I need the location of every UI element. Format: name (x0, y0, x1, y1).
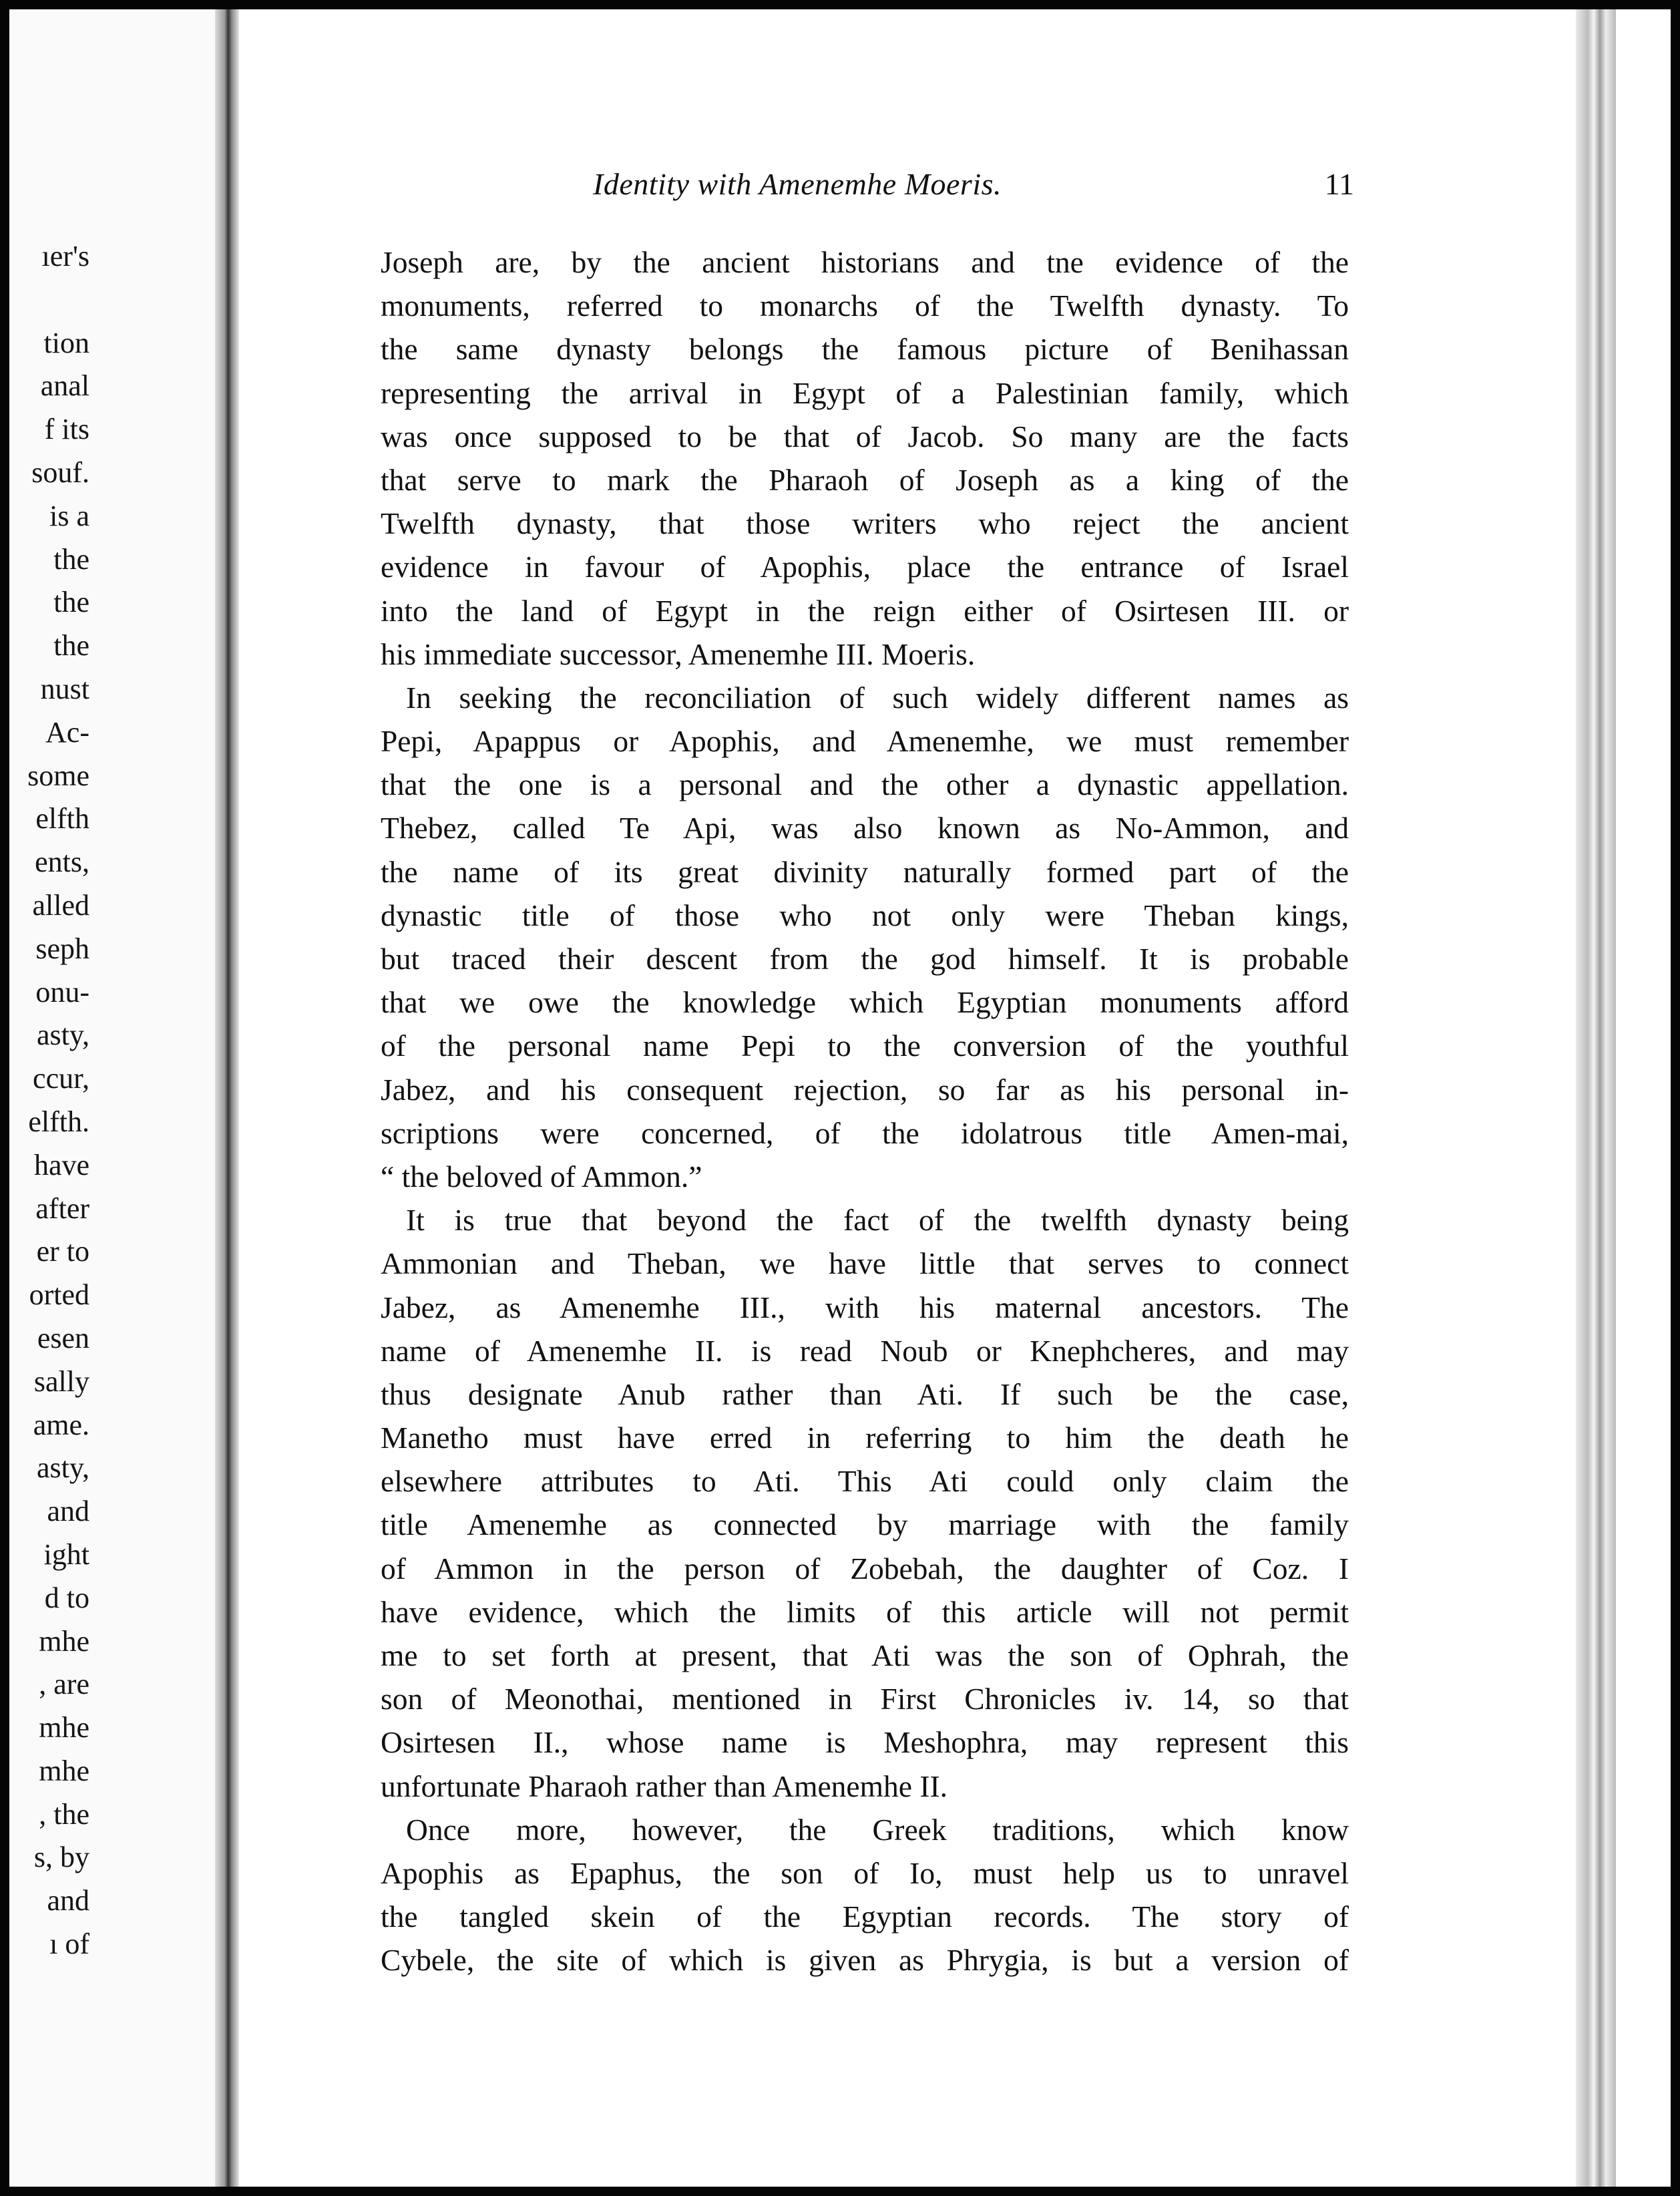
text-line: that the one is a personal and the other a dynastic appellation. (381, 767, 1349, 802)
facing-line: asty, (36, 1451, 89, 1485)
facing-line: ame. (33, 1408, 89, 1441)
facing-line: Ac- (45, 715, 89, 749)
facing-line: orted (29, 1278, 89, 1312)
facing-line: alled (32, 888, 89, 922)
facing-line: mhe (39, 1754, 89, 1787)
text-line: Joseph are, by the ancient historians and tne evidence of the (381, 245, 1349, 279)
facing-line: s, by (33, 1841, 89, 1874)
facing-line: ents, (35, 846, 89, 879)
facing-line: ight (43, 1537, 89, 1571)
facing-line: er to (36, 1235, 89, 1268)
text-line: the tangled skein of the Egyptian records. The story of (381, 1899, 1349, 1934)
facing-line: have (33, 1148, 89, 1181)
facing-line: after (35, 1192, 89, 1225)
facing-line: ı of (49, 1928, 89, 1961)
text-line: elsewhere attributes to Ati. This Ati could only claim the (381, 1464, 1349, 1499)
text-line: dynastic title of those who not only were Theban kings, (381, 898, 1349, 932)
text-line: It is true that beyond the fact of the twelfth dynasty being (406, 1203, 1349, 1238)
text-line: the name of its great divinity naturally formed part of the (381, 854, 1349, 889)
facing-line: , are (39, 1668, 89, 1701)
text-line: Thebez, called Te Api, was also known as No-Ammon, and (381, 811, 1349, 846)
page-edge-stack (1576, 9, 1616, 2187)
facing-line: ıer's (41, 240, 89, 272)
text-line: the same dynasty belongs the famous picture of Benihassan (381, 332, 1349, 367)
text-line: of Ammon in the person of Zobebah, the daughter of Coz. I (381, 1551, 1349, 1586)
text-line: In seeking the reconciliation of such widely different names as (406, 680, 1349, 715)
text-line: “ the beloved of Ammon.” (381, 1159, 702, 1194)
facing-page-text (9, 235, 89, 1966)
text-line: representing the arrival in Egypt of a Palestinian family, which (381, 375, 1349, 410)
text-line: scriptions were concerned, of the idolatrous title Amen-mai, (381, 1115, 1349, 1150)
running-head: Identity with Amenemhe Moeris. (593, 167, 1002, 201)
text-line: Manetho must have erred in referring to him the death he (381, 1421, 1349, 1455)
page-number: 11 (1324, 167, 1354, 201)
text-line: that serve to mark the Pharaoh of Joseph as a king of the (381, 462, 1349, 497)
text-line: me to set forth at present, that Ati was the son of Ophrah, the (381, 1638, 1349, 1672)
facing-line: sally (33, 1364, 89, 1398)
text-line: monuments, referred to monarchs of the Twelfth dynasty. To (381, 289, 1349, 323)
facing-line: esen (37, 1321, 89, 1354)
facing-line: elfth. (28, 1105, 89, 1138)
text-line: of the personal name Pepi to the conversion of the youthful (381, 1029, 1349, 1063)
facing-line: the (53, 629, 89, 663)
facing-line: and (47, 1884, 89, 1917)
text-line: Cybele, the site of which is given as Phrygia, is but a version of (381, 1943, 1349, 1978)
text-line: evidence in favour of Apophis, place the entrance of Israel (381, 550, 1349, 584)
text-line: Pepi, Apappus or Apophis, and Amenemhe, we must remember (381, 724, 1349, 759)
text-line: title Amenemhe as connected by marriage with the family (381, 1507, 1349, 1542)
facing-line: asty, (36, 1019, 89, 1052)
facing-line: anal (40, 369, 89, 403)
facing-line: souf. (31, 455, 89, 489)
text-line: Twelfth dynasty, that those writers who reject the ancient (381, 506, 1349, 541)
facing-line: , the (39, 1797, 89, 1831)
text-line: thus designate Anub rather than Ati. If such be the case, (381, 1377, 1349, 1411)
facing-line: elfth (35, 802, 89, 836)
text-line: unfortunate Pharaoh rather than Amenemhe II. (381, 1769, 948, 1803)
facing-page-strip (9, 9, 223, 2187)
facing-line: the (53, 586, 89, 619)
text-line: was once supposed to be that of Jacob. So many are the facts (381, 419, 1349, 453)
facing-line: mhe (39, 1711, 89, 1745)
facing-line: ccur, (33, 1062, 89, 1095)
body-text (381, 240, 1349, 1982)
page-edge-margin (1616, 9, 1671, 2187)
facing-line: tion (43, 326, 89, 359)
text-line: but traced their descent from the god himself. It is probable (381, 942, 1349, 976)
facing-line: onu- (35, 975, 89, 1009)
page-header (593, 164, 1354, 204)
text-line: Jabez, as Amenemhe III., with his maternal ancestors. The (381, 1290, 1349, 1324)
text-line: his immediate successor, Amenemhe III. Moeris. (381, 636, 976, 671)
text-line: Osirtesen II., whose name is Meshophra, may represent this (381, 1725, 1349, 1760)
text-line: Apophis as Epaphus, the son of Io, must help us to unravel (381, 1855, 1349, 1890)
text-line: son of Meonothai, mentioned in First Chronicles iv. 14, so that (381, 1682, 1349, 1716)
text-line: Ammonian and Theban, we have little that serves to connect (381, 1246, 1349, 1281)
text-line: that we owe the knowledge which Egyptian monuments afford (381, 985, 1349, 1020)
facing-line: f its (44, 413, 89, 446)
text-line: name of Amenemhe II. is read Noub or Knephcheres, and may (381, 1333, 1349, 1368)
facing-line: nust (40, 672, 89, 705)
text-line: into the land of Egypt in the reign either of Osirtesen III. or (381, 593, 1349, 628)
text-line: Jabez, and his consequent rejection, so far as his personal in- (381, 1072, 1349, 1107)
facing-line: is a (49, 499, 89, 532)
text-line: Once more, however, the Greek traditions, which know (406, 1812, 1349, 1847)
facing-line: the (53, 542, 89, 576)
facing-line: seph (35, 932, 89, 965)
facing-line: and (47, 1495, 89, 1528)
facing-line: mhe (39, 1624, 89, 1658)
text-line: have evidence, which the limits of this article will not permit (381, 1594, 1349, 1629)
facing-line (9, 279, 89, 322)
facing-line: d to (44, 1581, 89, 1614)
facing-line: some (27, 759, 89, 792)
book-gutter (215, 9, 239, 2187)
